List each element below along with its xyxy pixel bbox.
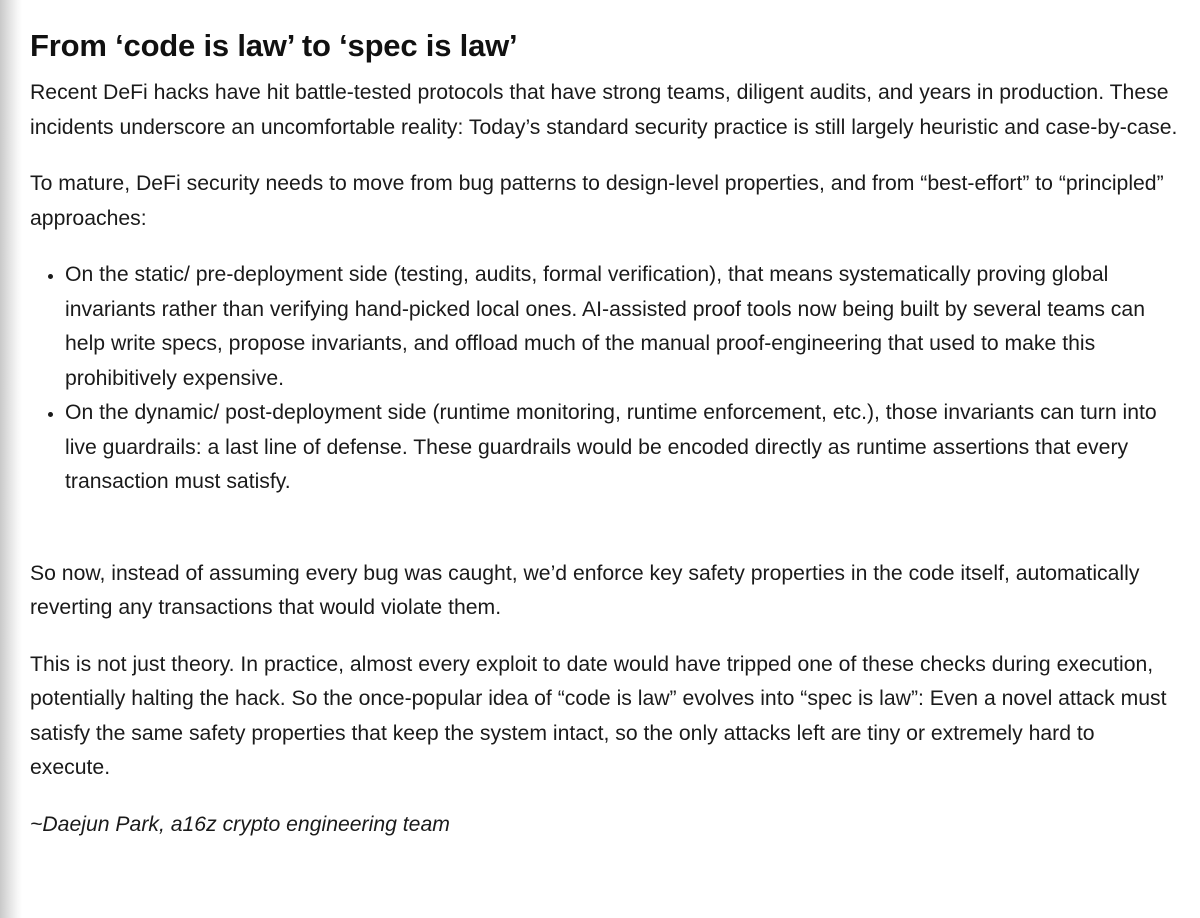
author-signature: ~Daejun Park, a16z crypto engineering team (30, 812, 450, 836)
spec-is-law-paragraph: This is not just theory. In practice, almost every exploit to date would have tripped one of these checks during execution, potentially halting the hack. So the once-popular idea of “code is law” evolves into “spec is law”: Even a novel attack must satisfy the same safety properties that keep the system intact, so the only attacks left are tiny or extremely hard to execute. (30, 652, 1167, 779)
list-item-dynamic: • On the dynamic/ post-deployment side (runtime monitoring, runtime enforcement, etc.), those invariants can turn into live guardrails: a last line of defense. These guardrails would be encoded directly as runtime assertions that every transaction must satisfy. (65, 396, 1180, 500)
intro-paragraph: Recent DeFi hacks have hit battle-tested protocols that have strong teams, diligent audits, and years in production. These incidents underscore an uncomfortable reality: Today’s standard security practice is still largely heuristic and case-by-case. (30, 81, 1178, 139)
approach-list (30, 258, 1180, 500)
approach-paragraph: To mature, DeFi security needs to move from bug patterns to design-level properties, and from “best-effort” to “principled” approaches: (30, 172, 1164, 230)
article-title: From ‘code is law’ to ‘spec is law’ (30, 28, 518, 63)
list-item-static: • On the static/ pre-deployment side (testing, audits, formal verification), that means systematically proving global invariants rather than verifying hand-picked local ones. AI-assisted proof tools now being built by several teams can help write specs, propose invariants, and offload much of the manual proof-engineering that used to make this prohibitively expensive. (65, 258, 1180, 396)
article (30, 24, 1180, 864)
enforcement-paragraph: So now, instead of assuming every bug was caught, we’d enforce key safety properties in the code itself, automatically reverting any transactions that would violate them. (30, 561, 1140, 619)
page-edge-shadow (0, 0, 22, 918)
